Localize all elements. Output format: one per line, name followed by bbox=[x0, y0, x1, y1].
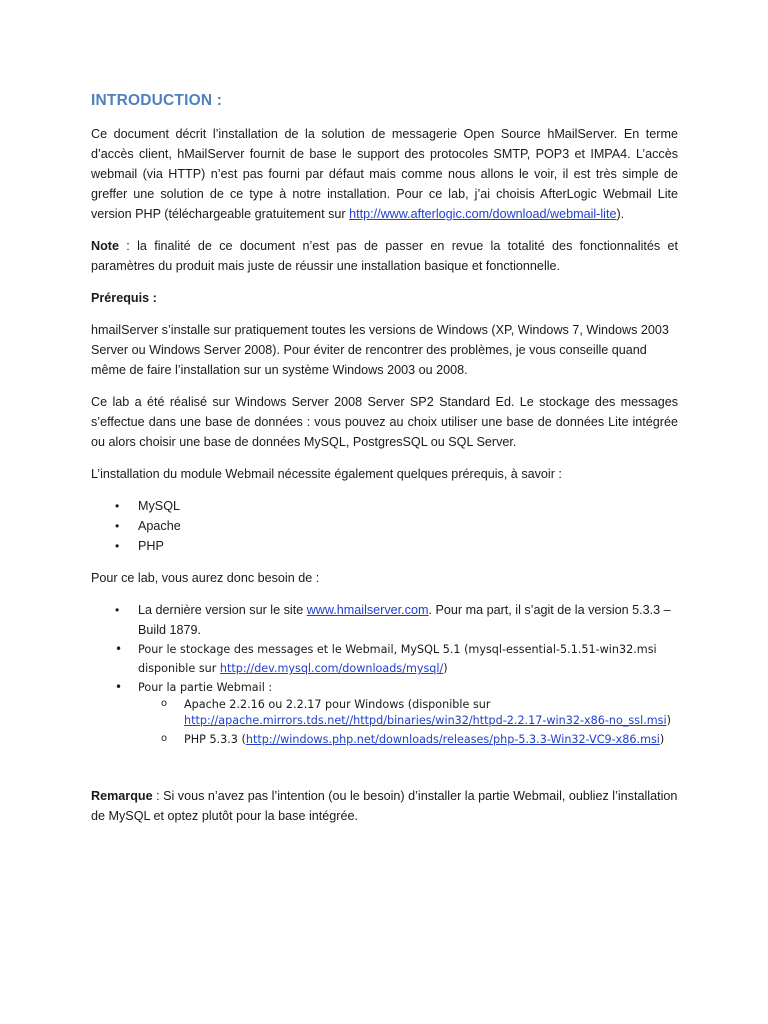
apache-post: ) bbox=[666, 713, 671, 727]
webmail-sublist bbox=[138, 697, 678, 748]
php-pre: PHP 5.3.3 ( bbox=[184, 733, 246, 746]
needs-list-small bbox=[91, 640, 678, 748]
needs-list bbox=[91, 600, 678, 640]
apache-download-link[interactable]: http://apache.mirrors.tds.net//httpd/binaries/win32/httpd-2.2.17-win32-x86-no_ssl.msi bbox=[184, 713, 667, 727]
list-item: • MySQL bbox=[138, 496, 678, 516]
php-post: ) bbox=[659, 733, 665, 746]
intro-text: Ce document décrit l’installation de la solution de messagerie Open Source hMailServer. En terme d’accès client, hMailServer fournit de base le support des protocoles SMTP, POP3 et IMPA4. L’accès webmail (via HTTP) n’est pas fourni par défaut mais comme nous allons le voir, il est très simple de greffer une solution de ce type à notre installation. Pour ce lab, j’ai choisis AfterLogic Webmail Lite version PHP (téléchargeable gratuitement sur bbox=[91, 127, 678, 221]
remark-paragraph bbox=[91, 786, 678, 826]
apache-pre: Apache 2.2.16 ou 2.2.17 pour Windows (disponible sur bbox=[184, 698, 491, 711]
introduction-heading: INTRODUCTION : bbox=[91, 92, 223, 109]
mysql-download-link[interactable]: http://dev.mysql.com/downloads/mysql/ bbox=[219, 662, 444, 675]
note-paragraph bbox=[91, 236, 678, 276]
note-text: : la finalité de ce document n’est pas de passer en revue la totalité des fonctionnalités et paramètres du produit mais juste de réussir une installation basique et fonctionnelle. bbox=[91, 239, 678, 273]
php-download-link[interactable]: http://windows.php.net/downloads/releases/php-5.3.3-Win32-VC9-x86.msi bbox=[245, 733, 660, 746]
webmail-intro: L’installation du module Webmail nécessite également quelques prérequis, à savoir : bbox=[91, 467, 562, 481]
sub-list-item bbox=[184, 697, 678, 728]
list-item bbox=[138, 640, 678, 678]
afterlogic-link[interactable]: http://www.afterlogic.com/download/webmail-lite bbox=[349, 207, 617, 221]
list-item bbox=[138, 678, 678, 748]
prereq-title-text: Prérequis : bbox=[91, 291, 157, 305]
need-intro: Pour ce lab, vous aurez donc besoin de : bbox=[91, 571, 320, 585]
prereq-paragraph-2: Ce lab a été réalisé sur Windows Server 2008 Server SP2 Standard Ed. Le stockage des messages s’effectue dans une base de données : vous pouvez au choix utiliser une base de données Lite intégrée ou alors choisir une base de données MySQL, PostgresSQL ou SQL Server. bbox=[91, 395, 678, 449]
note-label: Note bbox=[91, 239, 119, 253]
intro-paragraph bbox=[91, 124, 678, 224]
need-item1-post: . Pour ma part, il s’agit de la version 5.3.3 – Build 1879. bbox=[138, 603, 671, 637]
need-item2-post: ) bbox=[443, 662, 448, 675]
document-body bbox=[91, 92, 678, 838]
sub-list-item bbox=[184, 732, 678, 748]
need-item1-pre: La dernière version sur le site bbox=[138, 603, 307, 617]
need-item2-pre: Pour le stockage des messages et le Webmail, MySQL 5.1 (mysql-essential-5.1.51-win32.msi disponible sur bbox=[138, 643, 657, 675]
list-item: • PHP bbox=[138, 536, 678, 556]
intro-end: ). bbox=[616, 207, 625, 221]
remark-text: : Si vous n’avez pas l’intention (ou le besoin) d’installer la partie Webmail, oubliez l’installation de MySQL et optez plutôt pour la base intégrée. bbox=[91, 788, 678, 823]
list-item bbox=[138, 600, 678, 640]
remark-label: Remarque bbox=[91, 788, 153, 803]
spacer bbox=[91, 752, 678, 786]
hmailserver-link[interactable]: www.hmailserver.com bbox=[306, 603, 429, 617]
list-item: • Apache bbox=[138, 516, 678, 536]
need-item3-text: Pour la partie Webmail : bbox=[138, 681, 273, 694]
prereq-title bbox=[91, 288, 678, 308]
prereq-paragraph-1: hmailServer s’installe sur pratiquement toutes les versions de Windows (XP, Windows 7, Windows 2003 Server ou Windows Server 2008). Pour éviter de rencontrer des problèmes, je vous conseille quand même de faire l’installation sur un système Windows 2003 ou 2008. bbox=[91, 323, 669, 377]
webmail-requirements-list bbox=[91, 496, 678, 556]
